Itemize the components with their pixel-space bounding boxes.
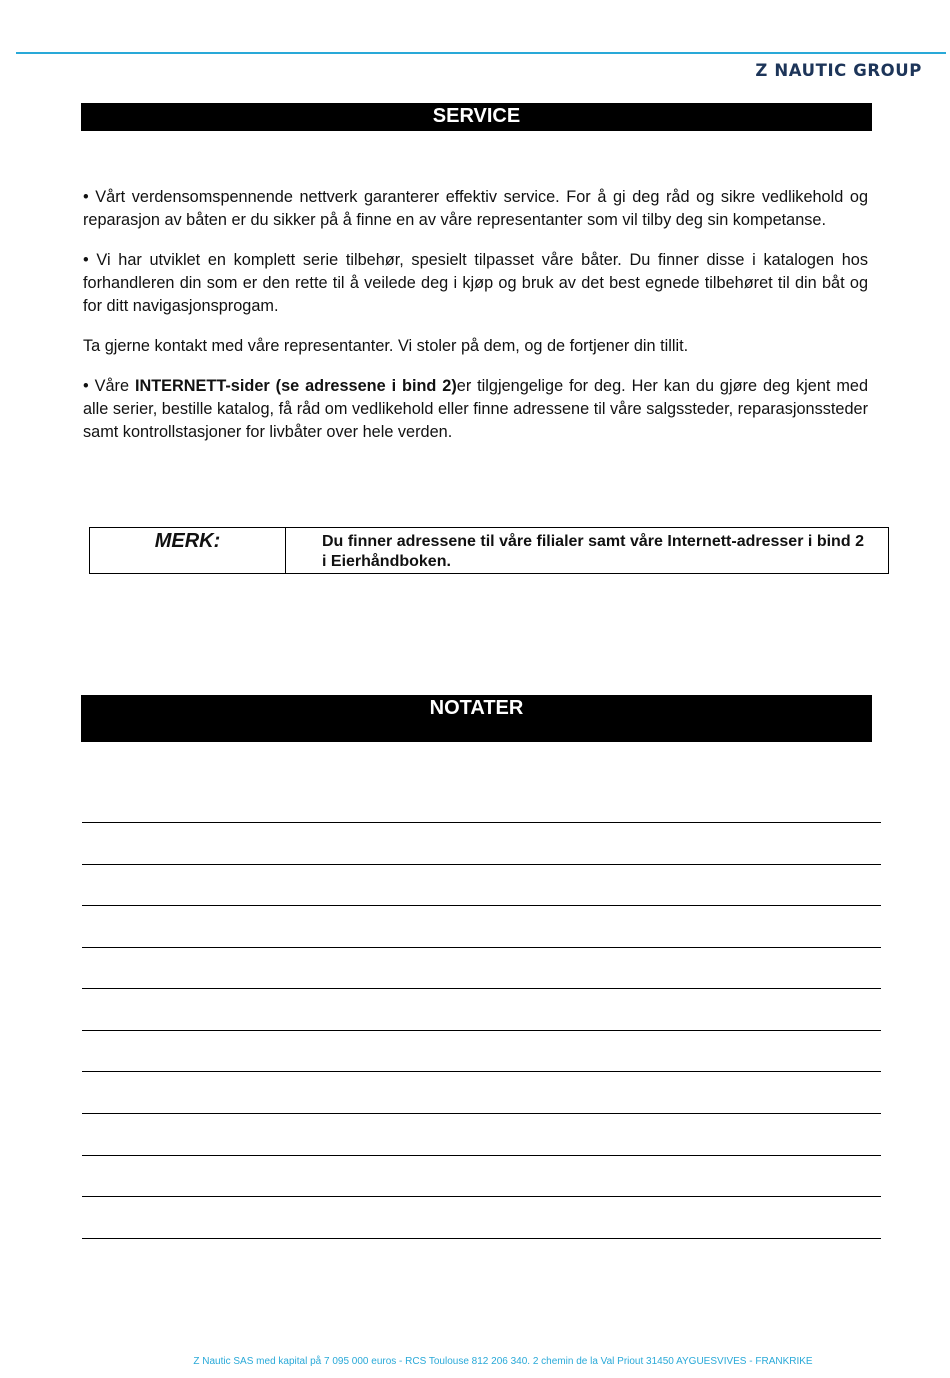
- note-line: [82, 988, 881, 989]
- notes-heading: NOTATER: [81, 695, 872, 742]
- footer-legal-text: Z Nautic SAS med kapital på 7 095 000 euros - RCS Toulouse 812 206 340. 2 chemin de la Val Priout 31450 AYGUESVIVES - FRANKRIKE: [193, 1356, 813, 1367]
- note-line: [82, 1071, 881, 1072]
- note-line: [82, 822, 881, 823]
- service-paragraph-network: • Vårt verdensomspennende nettverk garanterer effektiv service. For å gi deg råd og sikre vedlikehold og reparasjon av båten er du sikker på å finne en av våre representanter som vil tilby deg sin kompetanse.: [83, 188, 868, 229]
- note-line: [82, 1155, 881, 1156]
- note-line: [82, 864, 881, 865]
- note-text: Du finner adressene til våre filialer samt våre Internett-adresser i bind 2 i Eierhåndboken.: [322, 533, 864, 570]
- header-rule: [16, 52, 946, 54]
- note-line: [82, 947, 881, 948]
- note-line: [82, 905, 881, 906]
- note-line: [82, 1238, 881, 1239]
- service-paragraph-contact: Ta gjerne kontakt med våre representanter. Vi stoler på dem, og de fortjener din tillit.: [83, 337, 689, 355]
- service-paragraph-internet: [83, 375, 868, 444]
- service-heading: SERVICE: [81, 103, 872, 131]
- note-line: [82, 1196, 881, 1197]
- internet-bold: INTERNETT-sider (se adressene i bind 2): [134, 377, 457, 395]
- note-line: [82, 1113, 881, 1114]
- note-label: MERK:: [90, 528, 286, 573]
- note-box: [89, 527, 889, 574]
- internet-prefix: • Våre: [83, 377, 135, 395]
- internet-suffix: er tilgjengelige for deg. Her kan du gjøre deg kjent med alle serier, bestille katalog, få råd om vedlikehold eller finne adressene til våre salgssteder, reparasjonssteder samt kontrollstasjoner for livbåter over hele verden.: [83, 377, 869, 441]
- note-line: [82, 1030, 881, 1031]
- brand-logo-text: Z NAUTIC GROUP: [755, 61, 922, 80]
- service-paragraph-accessories: • Vi har utviklet en komplett serie tilbehør, spesielt tilpasset våre båter. Du finner disse i katalogen hos forhandleren din som er den rette til å veilede deg i kjøp og bruk av det best egnede tilbehøret til din båt og for ditt navigasjonsprogam.: [83, 251, 868, 315]
- service-body: [83, 186, 868, 461]
